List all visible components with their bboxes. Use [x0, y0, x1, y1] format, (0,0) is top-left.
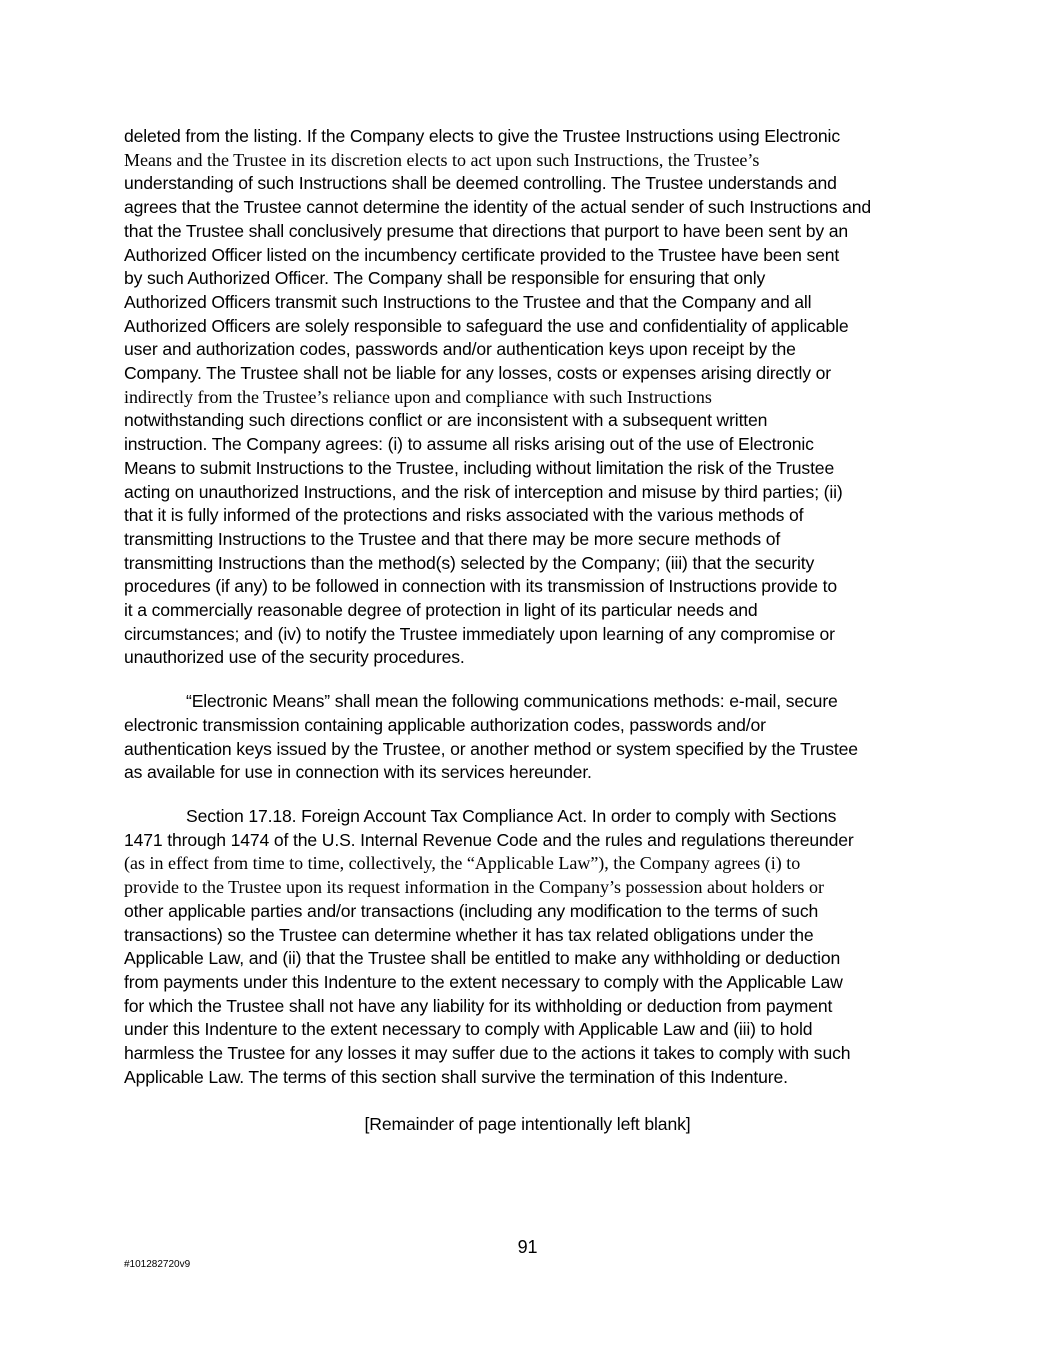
- document-body: [124, 125, 934, 1089]
- text-line: agrees that the Trustee cannot determine the identity of the actual sender of such Instructions and: [124, 197, 872, 218]
- paragraph-section-17-18: [124, 805, 934, 1089]
- text-line: other applicable parties and/or transactions (including any modification to the terms of such: [124, 900, 819, 921]
- paragraph-spacer: [124, 670, 934, 690]
- text-line: as available for use in connection with its services hereunder.: [124, 762, 592, 783]
- text-line: Means to submit Instructions to the Trustee, including without limitation the risk of the Trustee: [124, 457, 835, 478]
- document-id: #101282720v9: [124, 1259, 191, 1270]
- text-line: transactions) so the Trustee can determine whether it has tax related obligations under the: [124, 924, 814, 945]
- text-line: that the Trustee shall conclusively presume that directions that purport to have been sent by an: [124, 220, 848, 241]
- text-line: circumstances; and (iv) to notify the Trustee immediately upon learning of any compromise or: [124, 623, 835, 644]
- text-line: 1471 through 1474 of the U.S. Internal Revenue Code and the rules and regulations thereunder: [124, 829, 854, 850]
- text-line: Section 17.18. Foreign Account Tax Compliance Act. In order to comply with Sections: [186, 805, 837, 826]
- text-line: Authorized Officers are solely responsible to safeguard the use and confidentiality of applicable: [124, 315, 849, 336]
- text-line: procedures (if any) to be followed in connection with its transmission of Instructions provide to: [124, 576, 838, 597]
- text-line: deleted from the listing. If the Company elects to give the Trustee Instructions using Electronic: [124, 126, 840, 146]
- text-line: from payments under this Indenture to the extent necessary to comply with the Applicable Law: [124, 971, 843, 992]
- paragraph-electronic-instructions: [124, 125, 934, 670]
- text-line: that it is fully informed of the protections and risks associated with the various methods of: [124, 505, 804, 526]
- text-line: under this Indenture to the extent necessary to comply with Applicable Law and (iii) to hold: [124, 1019, 813, 1040]
- text-line: (as in effect from time to time, collectively, the “Applicable Law”), the Company agrees (i) to: [124, 853, 801, 874]
- text-line: notwithstanding such directions conflict or are inconsistent with a subsequent written: [124, 410, 768, 431]
- text-line: Company. The Trustee shall not be liable for any losses, costs or expenses arising directly or: [124, 363, 831, 384]
- text-line: Means and the Trustee in its discretion elects to act upon such Instructions, the Trustee’s: [124, 149, 760, 170]
- page-number: 91: [517, 1237, 538, 1257]
- text-line: transmitting Instructions than the method(s) selected by the Company; (iii) that the security: [124, 552, 815, 573]
- paragraph-spacer: [124, 785, 934, 805]
- text-line: electronic transmission containing applicable authorization codes, passwords and/or: [124, 714, 766, 735]
- text-line: Applicable Law, and (ii) that the Trustee shall be entitled to make any withholding or deduction: [124, 948, 841, 969]
- text-line: unauthorized use of the security procedures.: [124, 647, 465, 668]
- remainder-note: [Remainder of page intentionally left blank]: [364, 1114, 691, 1134]
- text-line: harmless the Trustee for any losses it may suffer due to the actions it takes to comply with such: [124, 1043, 851, 1064]
- text-line: for which the Trustee shall not have any liability for its withholding or deduction from payment: [124, 995, 833, 1016]
- text-line: Authorized Officers transmit such Instructions to the Trustee and that the Company and all: [124, 291, 812, 312]
- text-line: Applicable Law. The terms of this section shall survive the termination of this Indenture.: [124, 1066, 788, 1087]
- text-line: it a commercially reasonable degree of protection in light of its particular needs and: [124, 600, 758, 621]
- text-line: provide to the Trustee upon its request information in the Company’s possession about holders or: [124, 877, 824, 898]
- text-line: transmitting Instructions to the Trustee and that there may be more secure methods of: [124, 528, 781, 549]
- text-line: by such Authorized Officer. The Company shall be responsible for ensuring that only: [124, 268, 766, 289]
- text-line: authentication keys issued by the Trustee, or another method or system specified by the Trustee: [124, 738, 858, 759]
- text-line: understanding of such Instructions shall be deemed controlling. The Trustee understands and: [124, 173, 837, 194]
- text-line: indirectly from the Trustee’s reliance upon and compliance with such Instructions: [124, 386, 712, 407]
- text-line: user and authorization codes, passwords and/or authentication keys upon receipt by the: [124, 339, 796, 360]
- text-line: instruction. The Company agrees: (i) to assume all risks arising out of the use of Electronic: [124, 434, 814, 455]
- text-line: acting on unauthorized Instructions, and the risk of interception and misuse by third parties; (ii): [124, 481, 843, 502]
- paragraph-electronic-means-definition: [124, 690, 934, 785]
- text-line: “Electronic Means” shall mean the following communications methods: e-mail, secure: [186, 691, 838, 712]
- text-line: Authorized Officer listed on the incumbency certificate provided to the Trustee have been sent: [124, 244, 840, 265]
